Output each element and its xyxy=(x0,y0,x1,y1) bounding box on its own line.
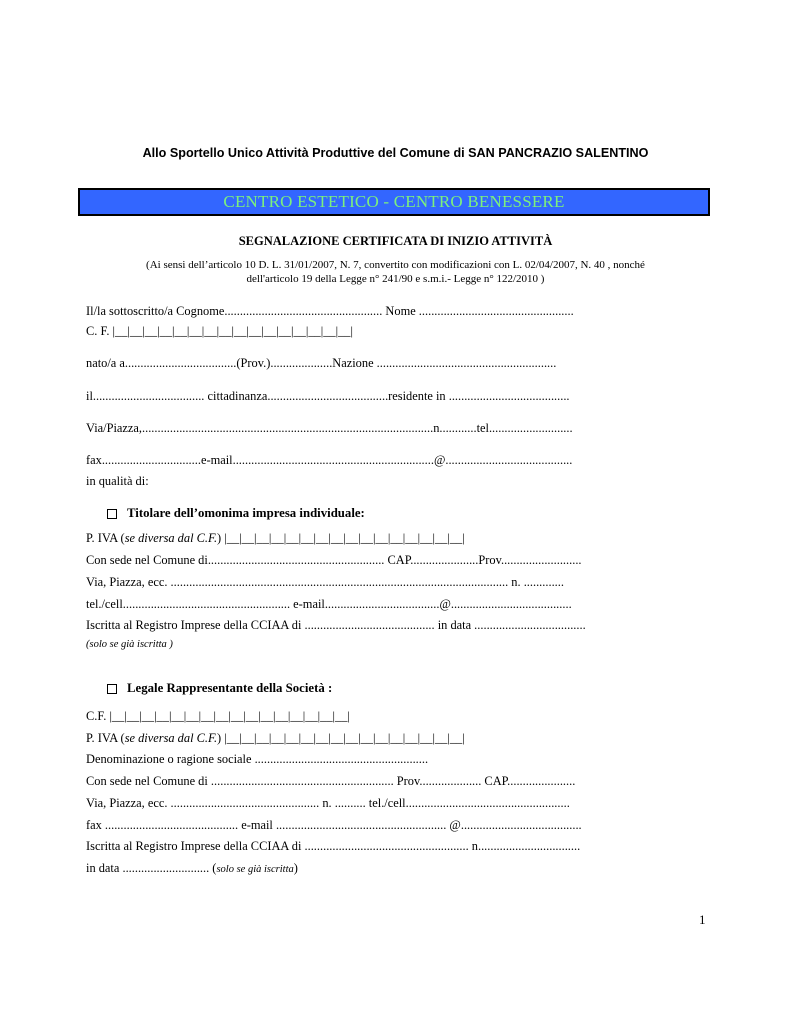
piva-prefix: P. IVA ( xyxy=(86,531,125,545)
date-prefix: in data ............................ ( xyxy=(86,861,217,875)
field-birth[interactable]: nato/a a....................................(Prov.)....................Nazione .......................................................... xyxy=(86,356,557,370)
piva-condition: se diversa dal C.F. xyxy=(124,531,218,545)
piva-boxes: ) |__|__|__|__|__|__|__|__|__|__|__|__|__|__|__|__| xyxy=(217,731,465,745)
section-company-title[interactable] xyxy=(107,681,332,696)
field-company-street[interactable]: Via, Piazza, ecc. ................................................ n. .......... tel./cell..................................................... xyxy=(86,796,570,810)
field-company-cf[interactable]: C.F. |__|__|__|__|__|__|__|__|__|__|__|__|__|__|__|__| xyxy=(86,709,350,723)
field-individual-registry[interactable]: Iscritta al Registro Imprese della CCIAA di .......................................... in data .................................... xyxy=(86,618,586,632)
recipient-header: Allo Sportello Unico Attività Produttive del Comune di SAN PANCRAZIO SALENTINO xyxy=(142,146,649,160)
section-company-label: Legale Rappresentante della Società : xyxy=(127,681,333,695)
date-suffix: ) xyxy=(293,861,298,875)
individual-registry-note: (solo se già iscritta ) xyxy=(86,639,173,650)
form-title: CENTRO ESTETICO - CENTRO BENESSERE xyxy=(223,192,565,211)
field-individual-contact[interactable]: tel./cell...................................................... e-mail.....................................@....................................... xyxy=(86,597,572,611)
legal-note-line-1: (Ai sensi dell’articolo 10 D. L. 31/01/2007, N. 7, convertito con modificazioni con L. 02/04/2007, N. 40 , nonché xyxy=(146,259,645,271)
field-individual-seat[interactable]: Con sede nel Comune di......................................................... CAP......................Prov.......................... xyxy=(86,553,582,567)
checkbox-individual[interactable] xyxy=(107,509,117,519)
date-note: solo se già iscritta xyxy=(216,864,294,875)
legal-note-line-2: dell'articolo 19 della Legge n° 241/90 e s.m.i.- Legge n° 122/2010 ) xyxy=(246,273,545,285)
field-street[interactable]: Via/Piazza,..............................................................................................n............tel........................... xyxy=(86,421,573,435)
field-company-piva[interactable] xyxy=(86,731,465,746)
field-company-name[interactable]: Denominazione o ragione sociale ........................................................ xyxy=(86,752,429,766)
field-company-date[interactable] xyxy=(86,861,298,876)
piva-condition: se diversa dal C.F. xyxy=(124,731,218,745)
checkbox-company[interactable] xyxy=(107,684,117,694)
section-individual-label: Titolare dell’omonima impresa individuale: xyxy=(127,506,365,520)
field-company-seat[interactable]: Con sede nel Comune di ........................................................... Prov.................... CAP...................... xyxy=(86,774,576,788)
field-fiscal-code[interactable]: C. F. |__|__|__|__|__|__|__|__|__|__|__|__|__|__|__|__| xyxy=(86,324,353,338)
piva-prefix: P. IVA ( xyxy=(86,731,125,745)
form-title-banner xyxy=(78,188,710,216)
page-number: 1 xyxy=(699,912,706,927)
field-surname-name[interactable]: Il/la sottoscritto/a Cognome................................................... Nome .................................................. xyxy=(86,304,574,318)
form-subtitle: SEGNALAZIONE CERTIFICATA DI INIZIO ATTIVITÀ xyxy=(238,234,553,248)
field-contact[interactable]: fax................................e-mail.................................................................@......................................... xyxy=(86,453,573,467)
section-individual-title[interactable] xyxy=(107,506,365,521)
field-individual-street[interactable]: Via, Piazza, ecc. ............................................................................................................. n. ............. xyxy=(86,575,564,589)
field-company-contact[interactable]: fax ........................................... e-mail ....................................................... @....................................... xyxy=(86,818,582,832)
legal-note xyxy=(0,258,791,286)
field-individual-piva[interactable] xyxy=(86,531,465,546)
role-label: in qualità di: xyxy=(86,474,149,488)
piva-boxes: ) |__|__|__|__|__|__|__|__|__|__|__|__|__|__|__|__| xyxy=(217,531,465,545)
field-residence[interactable]: il.................................... cittadinanza.......................................residente in ....................................... xyxy=(86,389,570,403)
field-company-registry[interactable]: Iscritta al Registro Imprese della CCIAA di ..................................................... n................................. xyxy=(86,839,581,853)
